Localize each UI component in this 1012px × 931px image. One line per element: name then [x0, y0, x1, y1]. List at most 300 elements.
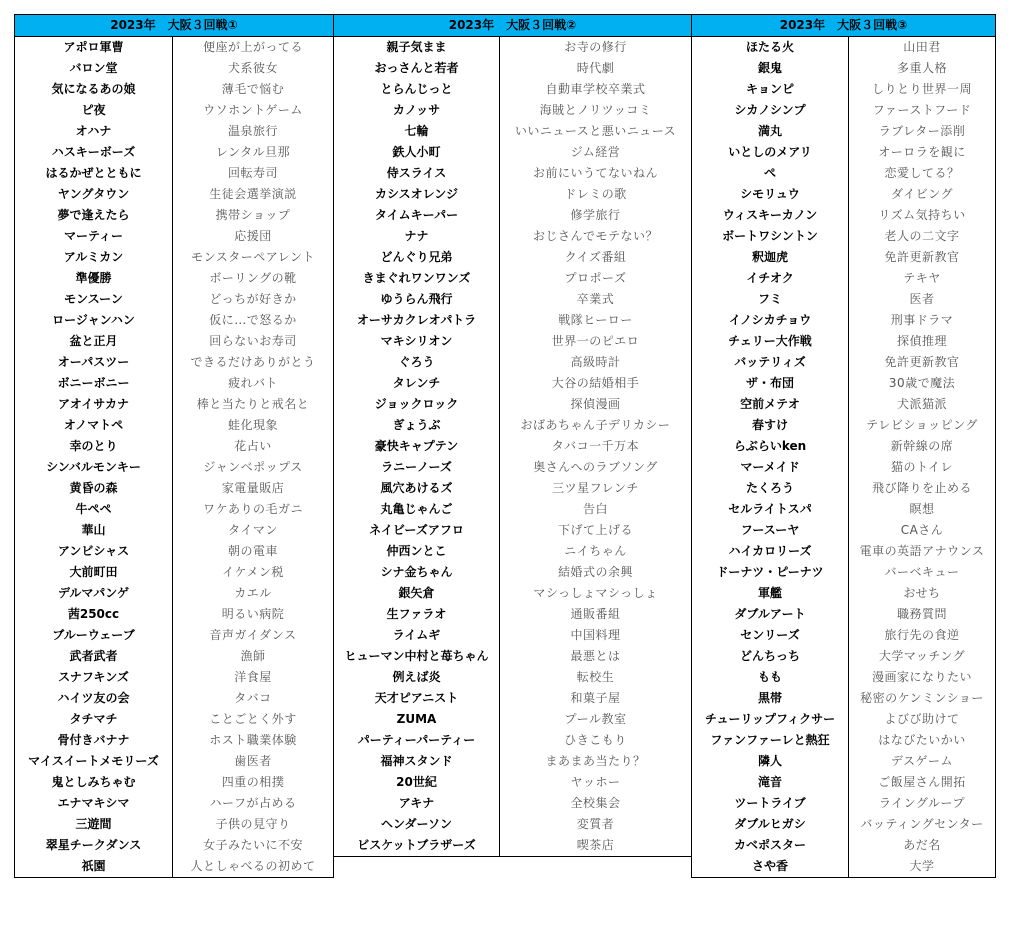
table-row	[692, 478, 996, 499]
skit-topic: まあまあ当たり？	[500, 751, 692, 772]
comedian-name: チューリップフィクサー	[692, 709, 849, 730]
comedian-name: オーパスツー	[15, 352, 173, 373]
comedian-name: 滝音	[692, 772, 849, 793]
table-row	[334, 184, 692, 205]
skit-topic: おばあちゃん子デリカシー	[500, 415, 692, 436]
comedian-name: マーメイド	[692, 457, 849, 478]
comedian-name: センリーズ	[692, 625, 849, 646]
table-row	[334, 142, 692, 163]
skit-topic: 犬系彼女	[173, 58, 334, 79]
table-row	[692, 541, 996, 562]
comedian-name: 黄昏の森	[15, 478, 173, 499]
skit-topic: 探偵推理	[849, 331, 996, 352]
comedian-name: いとしのメアリ	[692, 142, 849, 163]
comedian-name: モンスーン	[15, 289, 173, 310]
table-row	[334, 352, 692, 373]
table-row	[334, 478, 692, 499]
comedian-name: 幸のとり	[15, 436, 173, 457]
table-row	[692, 247, 996, 268]
skit-topic: 人としゃべるの初めて	[173, 856, 334, 878]
skit-topic: 世界一のピエロ	[500, 331, 692, 352]
table-row	[692, 205, 996, 226]
table-row	[15, 184, 334, 205]
comedian-name: カベポスター	[692, 835, 849, 856]
table-row	[692, 142, 996, 163]
skit-topic: 恋愛してる？	[849, 163, 996, 184]
comedian-name: 七輪	[334, 121, 500, 142]
skit-topic: おじさんでモテない？	[500, 226, 692, 247]
comedian-name: 武者武者	[15, 646, 173, 667]
table-row	[692, 184, 996, 205]
comedian-name: きまぐれワンワンズ	[334, 268, 500, 289]
comedian-name: シンバルモンキー	[15, 457, 173, 478]
comedian-name: セルライトスパ	[692, 499, 849, 520]
comedian-name: さや香	[692, 856, 849, 878]
table-row	[692, 79, 996, 100]
table-row	[15, 37, 334, 59]
skit-topic: 高級時計	[500, 352, 692, 373]
skit-topic: 漁師	[173, 646, 334, 667]
comedian-name: 20世紀	[334, 772, 500, 793]
table-row	[334, 499, 692, 520]
round-title: 2023年 大阪３回戦①	[15, 15, 334, 37]
skit-topic: 携帯ショップ	[173, 205, 334, 226]
table-row	[334, 58, 692, 79]
skit-topic: 洋食屋	[173, 667, 334, 688]
table-row	[15, 268, 334, 289]
round-table-2	[333, 14, 692, 857]
skit-topic: ご飯屋さん開拓	[849, 772, 996, 793]
skit-topic: 女子みたいに不安	[173, 835, 334, 856]
comedian-name: アルミカン	[15, 247, 173, 268]
skit-topic: おせち	[849, 583, 996, 604]
table-row	[692, 310, 996, 331]
table-row	[15, 352, 334, 373]
comedian-name: バロン堂	[15, 58, 173, 79]
comedian-name: ブルーウェーブ	[15, 625, 173, 646]
table-row	[692, 436, 996, 457]
skit-topic: イケメン税	[173, 562, 334, 583]
comedian-name: 隣人	[692, 751, 849, 772]
table-row	[15, 289, 334, 310]
skit-topic: タバコ	[173, 688, 334, 709]
table-row	[15, 373, 334, 394]
comedian-name: シモリュウ	[692, 184, 849, 205]
comedian-name: 風穴あけるズ	[334, 478, 500, 499]
table-row	[15, 562, 334, 583]
comedian-name: アポロ軍曹	[15, 37, 173, 59]
comedian-name: ぎょうぶ	[334, 415, 500, 436]
table-row	[15, 121, 334, 142]
skit-topic: オーロラを観に	[849, 142, 996, 163]
comedian-name: 祇園	[15, 856, 173, 878]
comedian-name: 軍艦	[692, 583, 849, 604]
skit-topic: ダイビング	[849, 184, 996, 205]
table-row	[334, 268, 692, 289]
table-row	[334, 415, 692, 436]
table-row	[334, 772, 692, 793]
table-row	[15, 709, 334, 730]
skit-topic: 瞑想	[849, 499, 996, 520]
skit-topic: 中国料理	[500, 625, 692, 646]
comedian-name: エナマキシマ	[15, 793, 173, 814]
comedian-name: 準優勝	[15, 268, 173, 289]
comedian-name: デルマパンゲ	[15, 583, 173, 604]
comedian-name: ピ夜	[15, 100, 173, 121]
table-row	[692, 772, 996, 793]
table-row	[15, 436, 334, 457]
table-row	[15, 205, 334, 226]
comedian-name: ネイビーズアフロ	[334, 520, 500, 541]
table-row	[692, 583, 996, 604]
table-row	[15, 247, 334, 268]
skit-topic: 刑事ドラマ	[849, 310, 996, 331]
comedian-name: 茜250cc	[15, 604, 173, 625]
table-row	[692, 625, 996, 646]
skit-topic: 職務質問	[849, 604, 996, 625]
comedian-name: ぺ	[692, 163, 849, 184]
skit-topic: お寺の修行	[500, 37, 692, 59]
table-row	[334, 520, 692, 541]
table-row	[692, 709, 996, 730]
comedian-name: ドーナツ・ピーナツ	[692, 562, 849, 583]
skit-topic: プロポーズ	[500, 268, 692, 289]
skit-topic: 告白	[500, 499, 692, 520]
table-row	[692, 352, 996, 373]
table-row	[334, 226, 692, 247]
skit-topic: CAさん	[849, 520, 996, 541]
table-row	[692, 163, 996, 184]
comedian-name: 生ファラオ	[334, 604, 500, 625]
comedian-name: マーティー	[15, 226, 173, 247]
comedian-name: ほたる火	[692, 37, 849, 59]
comedian-name: 親子気まま	[334, 37, 500, 59]
comedian-name: パーティーパーティー	[334, 730, 500, 751]
skit-topic: 探偵漫画	[500, 394, 692, 415]
skit-topic: デスゲーム	[849, 751, 996, 772]
comedian-name: 仲西ンとこ	[334, 541, 500, 562]
comedian-name: 三遊間	[15, 814, 173, 835]
skit-topic: ライングループ	[849, 793, 996, 814]
table-row	[15, 79, 334, 100]
skit-topic: ラブレター添削	[849, 121, 996, 142]
table-row	[334, 79, 692, 100]
skit-topic: 温泉旅行	[173, 121, 334, 142]
skit-topic: いいニュースと悪いニュース	[500, 121, 692, 142]
comedian-name: カノッサ	[334, 100, 500, 121]
skit-topic: 猫のトイレ	[849, 457, 996, 478]
comedian-name: 福神スタンド	[334, 751, 500, 772]
skit-topic: 秘密のケンミンショー	[849, 688, 996, 709]
comedian-name: 空前メテオ	[692, 394, 849, 415]
table-row	[692, 751, 996, 772]
comedian-name: アキナ	[334, 793, 500, 814]
skit-topic: 旅行先の食逆	[849, 625, 996, 646]
round-table-3	[691, 14, 996, 878]
skit-topic: 戦隊ヒーロー	[500, 310, 692, 331]
comedian-name: ゆうらん飛行	[334, 289, 500, 310]
table-row	[692, 730, 996, 751]
table-row	[334, 541, 692, 562]
table-row	[692, 121, 996, 142]
skit-topic: ヤッホー	[500, 772, 692, 793]
skit-topic: 応援団	[173, 226, 334, 247]
comedian-name: らぶらいken	[692, 436, 849, 457]
comedian-name: 鬼としみちゃむ	[15, 772, 173, 793]
table-row	[334, 247, 692, 268]
skit-topic: ジム経営	[500, 142, 692, 163]
table-row	[334, 814, 692, 835]
comedian-name: オハナ	[15, 121, 173, 142]
skit-topic: 犬派猫派	[849, 394, 996, 415]
comedian-name: どんちっち	[692, 646, 849, 667]
table-row	[15, 793, 334, 814]
table-row	[334, 37, 692, 59]
table-row	[15, 142, 334, 163]
table-row	[15, 604, 334, 625]
table-row	[692, 226, 996, 247]
comedian-name: アオイサカナ	[15, 394, 173, 415]
comedian-name: ヒューマン中村と苺ちゃん	[334, 646, 500, 667]
comedian-name: 盆と正月	[15, 331, 173, 352]
table-row	[692, 856, 996, 878]
skit-topic: よびび助けて	[849, 709, 996, 730]
table-row	[334, 310, 692, 331]
skit-topic: 薄毛で悩む	[173, 79, 334, 100]
comedian-name: ZUMA	[334, 709, 500, 730]
skit-topic: マシっしょマシっしょ	[500, 583, 692, 604]
table-row	[15, 667, 334, 688]
table-row	[15, 835, 334, 856]
skit-topic: ジャンベポップス	[173, 457, 334, 478]
table-row	[334, 667, 692, 688]
comedian-name: ボニーボニー	[15, 373, 173, 394]
table-row	[334, 835, 692, 857]
table-row	[692, 331, 996, 352]
skit-topic: バッティングセンター	[849, 814, 996, 835]
comedian-name: ツートライブ	[692, 793, 849, 814]
skit-topic: タバコ一千万本	[500, 436, 692, 457]
skit-topic: 大学マッチング	[849, 646, 996, 667]
comedian-name: キョンピ	[692, 79, 849, 100]
skit-topic: しりとり世界一周	[849, 79, 996, 100]
table-row	[15, 751, 334, 772]
skit-topic: 回らないお寿司	[173, 331, 334, 352]
table-row	[15, 583, 334, 604]
skit-topic: ひきこもり	[500, 730, 692, 751]
comedian-name: ヘンダーソン	[334, 814, 500, 835]
comedian-name: 鉄人小町	[334, 142, 500, 163]
table-row	[692, 688, 996, 709]
skit-topic: 蛙化現象	[173, 415, 334, 436]
round-title: 2023年 大阪３回戦③	[692, 15, 996, 37]
skit-topic: 花占い	[173, 436, 334, 457]
skit-topic: 山田君	[849, 37, 996, 59]
table-row	[15, 163, 334, 184]
comedian-name: フミ	[692, 289, 849, 310]
skit-topic: レンタル旦那	[173, 142, 334, 163]
skit-topic: 医者	[849, 289, 996, 310]
table-row	[334, 709, 692, 730]
round-table-1	[14, 14, 334, 878]
skit-topic: 四重の相撲	[173, 772, 334, 793]
comedian-name: 春すけ	[692, 415, 849, 436]
skit-topic: 大谷の結婚相手	[500, 373, 692, 394]
table-row	[692, 667, 996, 688]
skit-topic: 卒業式	[500, 289, 692, 310]
skit-topic: 仮に…で怒るか	[173, 310, 334, 331]
comedian-name: ファンファーレと熱狂	[692, 730, 849, 751]
table-row	[334, 562, 692, 583]
skit-topic: 新幹線の席	[849, 436, 996, 457]
table-row	[15, 100, 334, 121]
table-row	[15, 499, 334, 520]
comedian-name: フースーヤ	[692, 520, 849, 541]
comedian-name: 翠星チークダンス	[15, 835, 173, 856]
skit-topic: 下げて上げる	[500, 520, 692, 541]
skit-topic: 飛び降りを止める	[849, 478, 996, 499]
skit-topic: 明るい病院	[173, 604, 334, 625]
skit-topic: ボーリングの靴	[173, 268, 334, 289]
table-row	[15, 58, 334, 79]
comedian-name: 例えば炎	[334, 667, 500, 688]
comedian-name: タチマチ	[15, 709, 173, 730]
skit-topic: 子供の見守り	[173, 814, 334, 835]
table-row	[15, 226, 334, 247]
skit-topic: 漫画家になりたい	[849, 667, 996, 688]
skit-topic: テレビショッピング	[849, 415, 996, 436]
skit-topic: 疲れバト	[173, 373, 334, 394]
skit-topic: モンスターペアレント	[173, 247, 334, 268]
table-row	[692, 457, 996, 478]
comedian-name: ぐろう	[334, 352, 500, 373]
comedian-name: ビスケットブラザーズ	[334, 835, 500, 857]
comedian-name: 釈迦虎	[692, 247, 849, 268]
comedian-name: 銀鬼	[692, 58, 849, 79]
table-row	[334, 688, 692, 709]
table-row	[692, 37, 996, 59]
table-row	[692, 373, 996, 394]
skit-topic: どっちが好きか	[173, 289, 334, 310]
table-row	[334, 457, 692, 478]
comedian-name: ダブルアート	[692, 604, 849, 625]
skit-topic: 三ツ星フレンチ	[500, 478, 692, 499]
skit-topic: 転校生	[500, 667, 692, 688]
comedian-name: バッテリィズ	[692, 352, 849, 373]
skit-topic: 生徒会選挙演説	[173, 184, 334, 205]
comedian-name: シナ金ちゃん	[334, 562, 500, 583]
skit-topic: 棒と当たりと戒名と	[173, 394, 334, 415]
skit-topic: 電車の英語アナウンス	[849, 541, 996, 562]
comedian-name: タイムキーパー	[334, 205, 500, 226]
round-title: 2023年 大阪３回戦②	[334, 15, 692, 37]
comedian-name: イノシカチョウ	[692, 310, 849, 331]
comedian-name: 夢で逢えたら	[15, 205, 173, 226]
table-row	[15, 331, 334, 352]
table-row	[15, 541, 334, 562]
skit-topic: 結婚式の余興	[500, 562, 692, 583]
skit-topic: 奥さんへのラブソング	[500, 457, 692, 478]
skit-topic: テキヤ	[849, 268, 996, 289]
comedian-name: シカノシンプ	[692, 100, 849, 121]
table-row	[692, 394, 996, 415]
skit-topic: 自動車学校卒業式	[500, 79, 692, 100]
comedian-name: チェリー大作戦	[692, 331, 849, 352]
skit-topic: 通販番組	[500, 604, 692, 625]
table-row	[334, 583, 692, 604]
table-row	[692, 268, 996, 289]
skit-topic: バーベキュー	[849, 562, 996, 583]
comedian-name: 骨付きバナナ	[15, 730, 173, 751]
skit-topic: お前にいうてないねん	[500, 163, 692, 184]
table-row	[15, 688, 334, 709]
skit-topic: ニイちゃん	[500, 541, 692, 562]
skit-topic: 大学	[849, 856, 996, 878]
table-row	[334, 730, 692, 751]
table-row	[334, 394, 692, 415]
table-row	[692, 100, 996, 121]
skit-topic: 多重人格	[849, 58, 996, 79]
table-row	[15, 457, 334, 478]
skit-topic: 老人の二文字	[849, 226, 996, 247]
table-row	[692, 562, 996, 583]
comedian-name: おっさんと若者	[334, 58, 500, 79]
table-row	[692, 58, 996, 79]
skit-topic: 30歳で魔法	[849, 373, 996, 394]
table-row	[334, 625, 692, 646]
table-row	[15, 310, 334, 331]
comedian-name: ダブルヒガシ	[692, 814, 849, 835]
comedian-name: とらんじっと	[334, 79, 500, 100]
table-row	[15, 625, 334, 646]
skit-topic: 免許更新教官	[849, 247, 996, 268]
table-row	[334, 751, 692, 772]
table-row	[15, 478, 334, 499]
skit-topic: 歯医者	[173, 751, 334, 772]
skit-topic: はなびたいかい	[849, 730, 996, 751]
table-row	[692, 793, 996, 814]
comedian-name: ナナ	[334, 226, 500, 247]
skit-topic: ホスト職業体験	[173, 730, 334, 751]
skit-topic: あだ名	[849, 835, 996, 856]
comedian-name: 満丸	[692, 121, 849, 142]
skit-topic: ワケありの毛ガニ	[173, 499, 334, 520]
comedian-name: オーサカクレオパトラ	[334, 310, 500, 331]
table-row	[334, 793, 692, 814]
skit-topic: ファーストフード	[849, 100, 996, 121]
comedian-name: もも	[692, 667, 849, 688]
skit-topic: タイマン	[173, 520, 334, 541]
skit-topic: ハーフが占める	[173, 793, 334, 814]
comedian-name: ラニーノーズ	[334, 457, 500, 478]
comedian-name: ハイツ友の会	[15, 688, 173, 709]
comedian-name: 黒帯	[692, 688, 849, 709]
table-row	[15, 646, 334, 667]
comedian-name: タレンチ	[334, 373, 500, 394]
skit-topic: 回転寿司	[173, 163, 334, 184]
table-row	[692, 499, 996, 520]
table-row	[15, 772, 334, 793]
skit-topic: 海賊とノリツッコミ	[500, 100, 692, 121]
comedian-name: ハイカロリーズ	[692, 541, 849, 562]
comedian-name: 豪快キャプテン	[334, 436, 500, 457]
comedian-name: 華山	[15, 520, 173, 541]
comedian-name: マイスイートメモリーズ	[15, 751, 173, 772]
skit-topic: ことごとく外す	[173, 709, 334, 730]
skit-topic: ウソホントゲーム	[173, 100, 334, 121]
skit-topic: 朝の電車	[173, 541, 334, 562]
skit-topic: プール教室	[500, 709, 692, 730]
